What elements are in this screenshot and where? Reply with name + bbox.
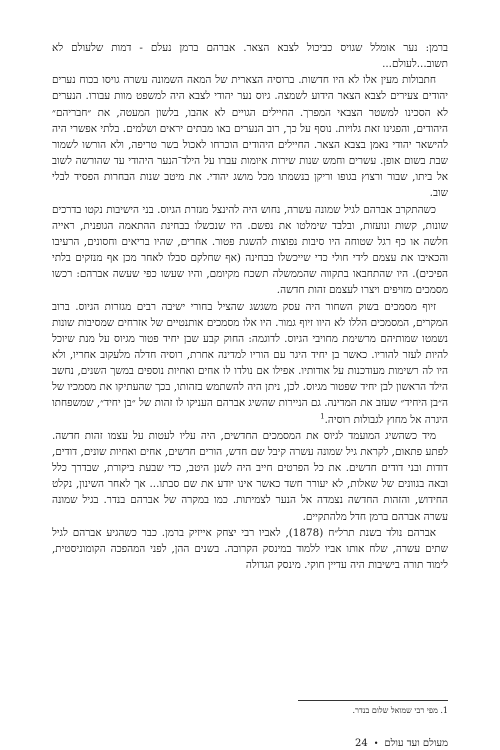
paragraph-4 xyxy=(52,299,448,428)
footnote: 1. מפי רבי שמואל שלום בנדר. xyxy=(352,706,448,715)
paragraph-4-text: זיוף מסמכים בשוק השחור היה עסק משגשג שהציל בחורי ישיבה רבים מגזרות הגיוס. ברוב המקרים, המסמכים הללו לא היוו זיוף גמור. היו אלו מסמכים אותנטיים של אזרחים שמסיבות שונות נשמטו שמותיהם מרשימת מחויבי הגיוס. לדוגמה: החוק קבע שבן יחיד פטור מגיוס על מנת שיוכל להיות לעזר להוריו. כאשר בן יחיד היגר עם הוריו למדינה אחרת, רוסיה חדלה מלעקוב אחריו, ולא היו לה רשימות מעודכנות על אודותיו. אפילו אם נולדו לו אחים ואחיות נוספים במשך השנים, נחשב הילד הראשון לבן יחיד שפטור מגיוס. לכן, ניתן היה להשתמש בזהותו, בכך שהעתיקו את מסמכיו של ה״בן היחיד״ שעזב את המדינה. גם הניירות שהשיג אברהם העניקו לו זהות של ״בן יחיד״, שמשפחתו היגרה אל מחוץ לגבולות רוסיה. xyxy=(52,300,448,426)
page-number: 24 xyxy=(354,738,368,749)
footer-bullet: • xyxy=(373,739,379,748)
paragraph-6: אברהם נולד בשנת תרל״ח (1878), לאביו רבי יצחק אייזיק ברמן. כבר כשהגיע אברהם לגיל שתים עשרה, שלח אותו אביו ללמוד במינסק הקרובה. בשנים ההן, לפני המהפכה הקומוניסטית, לימוד תורה בישיבות היה עדיין חוקי. מינסק הגדולה xyxy=(52,526,448,571)
paragraph-3: כשהתקרב אברהם לגיל שמונה עשרה, נחוש היה להינצל מגזרת הגיוס. בני הישיבות נקטו בדרכים שונות, קשות ונועזות, ובלבד שימלטו את נפשם. היו שנכשלו בבחינת ההתאמה הגופנית, ראייה חלשה או כף רגל שטוחה היו סיבות נפוצות להשגת פטור. אחרים, שהיו בריאים וחסונים, הרעיבו והכאיבו את עצמם לידי חולי כדי שייכשלו בבחינה (אף שחלקם סבלו לאחר מכן אף מנזקים בלתי הפיכים). היו שהתחבאו בתקווה שהממשלה תשכח מקיומם, והיו שעשו כפי שעשה אברהם: רכשו מסמכים מזויפים ויצרו לעצמם זהות חדשה. xyxy=(52,203,448,297)
paragraph-5: מיד כשהשיג המועמד לגיוס את המסמכים החדשים, היה עליו לעטות על עצמו זהות חדשה. לפתע פתאום, לקראת גיל שמונה עשרה קיבל שם חדש, הורים חדשים, אחים ואחיות שונים, דודים, דודות ובני דודים חדשים. את כל הפרטים חייב היה לשנן היטב, כדי שבעת ביקורת, שבדרך כלל ובאה בגוונים של שאלות, לא יעורר חשד כאשר אינו יודע את שם סבתו... אך לאחר השינון, נקלט החידוש, והזהות החדשה נצמדה אל הנער לצמיתות. כמו במקרה של אברהם בנדר. בגיל שמונה עשרה אברהם ברמן חדל מלהתקיים. xyxy=(52,429,448,523)
book-title: מעולם ועד עולם xyxy=(384,738,448,749)
footnote-marker: 1 xyxy=(320,412,325,421)
paragraph-2: חתבולות מעין אלו לא היו חדשות. ברוסיה הצארית של המאה השמונה עשרה גויסו בכוח נערים יהודים צעירים לצבא הצאר הידוע לשמצה. גיוס נער יהודי לצבא היה למשפט מוות עבורו. הנערים לא הסכינו למשטר הצבאי המפרך. החיילים הגויים לא אהבו, בלשון המעטה, את ״חבריהם״ היהודים, והפגינו זאת גלויות. נוסף על כך, רוב הנערים באו מבתים יראים ושלמים. בלתי אפשרי היה להישאר יהודי נאמן בצבא הצאר. החיילים היהודים הוכרחו לאכול בשר טריפה, ולא הורשו לשמור שבת בשום אופן. עשרים וחמש שנות שירות איומות עברו על הילד־הנער היהודי עד שהורשה לשוב אל ביתו, שבור ורצוץ בגופו וריקן בנשמתו מכל מושג יהודי. את מיטב שנות הבחרות הפסיד לבלי שוב. xyxy=(52,74,448,200)
footnote-divider xyxy=(298,700,448,701)
page-footer xyxy=(355,738,448,750)
body-text xyxy=(52,40,448,573)
paragraph-1: ברמן: נער אומלל שגויס כביכול לצבא הצאר. אברהם ברמן נעלם - דמות שלעולם לא תשוב...לעולם... xyxy=(52,42,448,71)
